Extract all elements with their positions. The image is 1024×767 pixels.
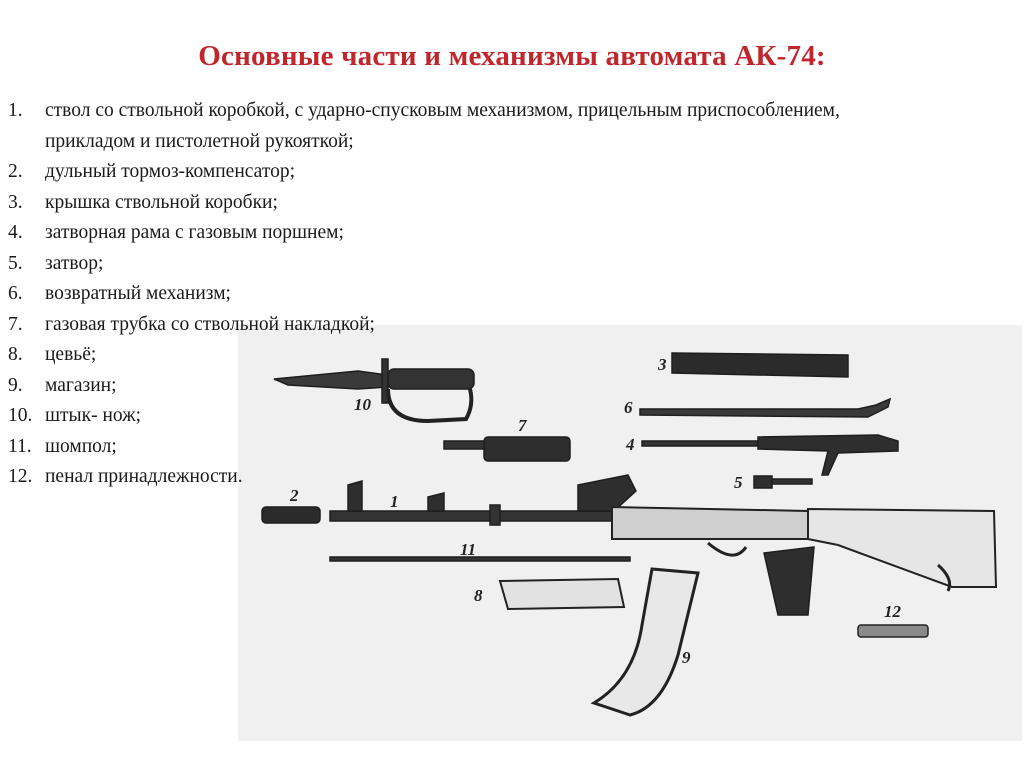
cleaning-rod-drawing (330, 557, 630, 561)
list-item-text: крышка ствольной коробки; (45, 191, 278, 213)
list-item (8, 401, 908, 432)
list-item (8, 310, 908, 341)
label-3: 3 (658, 355, 667, 374)
list-item-text: шомпол; (45, 435, 117, 457)
label-12: 12 (884, 602, 901, 621)
list-item (8, 188, 908, 219)
list-item-text: магазин; (45, 374, 117, 396)
list-item-number: 11. (8, 435, 32, 457)
list-item (8, 96, 908, 157)
list-item (8, 279, 908, 310)
label-8: 8 (474, 586, 483, 605)
list-item-number: 3. (8, 191, 23, 213)
list-item-number: 2. (8, 161, 23, 182)
list-item (8, 249, 908, 280)
label-9: 9 (682, 648, 691, 667)
list-item (8, 371, 908, 402)
list-item-text: затворная рама с газовым поршнем; (45, 222, 344, 243)
label-11: 11 (460, 540, 477, 559)
slide-title: Основные части и механизмы автомата АК-74: (198, 40, 826, 72)
label-10: 10 (354, 395, 371, 414)
list-item-number: 4. (8, 222, 23, 243)
list-item-number: 1. (8, 100, 23, 121)
list-item-number: 7. (8, 313, 23, 335)
label-1: 1 (390, 492, 399, 511)
list-item-text: газовая трубка со ствольной накладкой; (45, 313, 375, 335)
muzzle-brake-drawing (262, 507, 320, 523)
label-6: 6 (624, 398, 633, 417)
list-item-text: штык- нож; (45, 405, 142, 426)
label-4: 4 (626, 435, 635, 454)
list-item-number: 5. (8, 252, 23, 274)
list-item (8, 157, 908, 188)
list-item-text: пенал принадлежности. (45, 466, 243, 487)
list-item-text: ствол со ствольной коробкой, с ударно-спусковым механизмом, прицельным приспособлением, прикладом и пистолетной рукояткой; (45, 100, 840, 152)
label-2: 2 (290, 486, 299, 505)
list-item (8, 340, 908, 371)
list-item-number: 12. (8, 466, 33, 487)
list-item (8, 432, 908, 463)
list-item-text: цевьё; (45, 344, 97, 365)
list-item (8, 218, 908, 249)
list-item (8, 462, 908, 493)
list-item-number: 8. (8, 344, 23, 365)
list-item-number: 9. (8, 374, 23, 396)
parts-list (8, 96, 908, 493)
label-5: 5 (734, 473, 743, 492)
handguard-drawing (500, 579, 624, 609)
list-item-number: 10. (8, 405, 33, 426)
list-item-text: затвор; (45, 252, 104, 274)
label-7: 7 (518, 416, 527, 435)
list-item-text: дульный тормоз-компенсатор; (45, 161, 295, 182)
list-item-number: 6. (8, 283, 23, 304)
accessory-case-drawing (858, 625, 928, 637)
list-item-text: возвратный механизм; (45, 283, 231, 304)
